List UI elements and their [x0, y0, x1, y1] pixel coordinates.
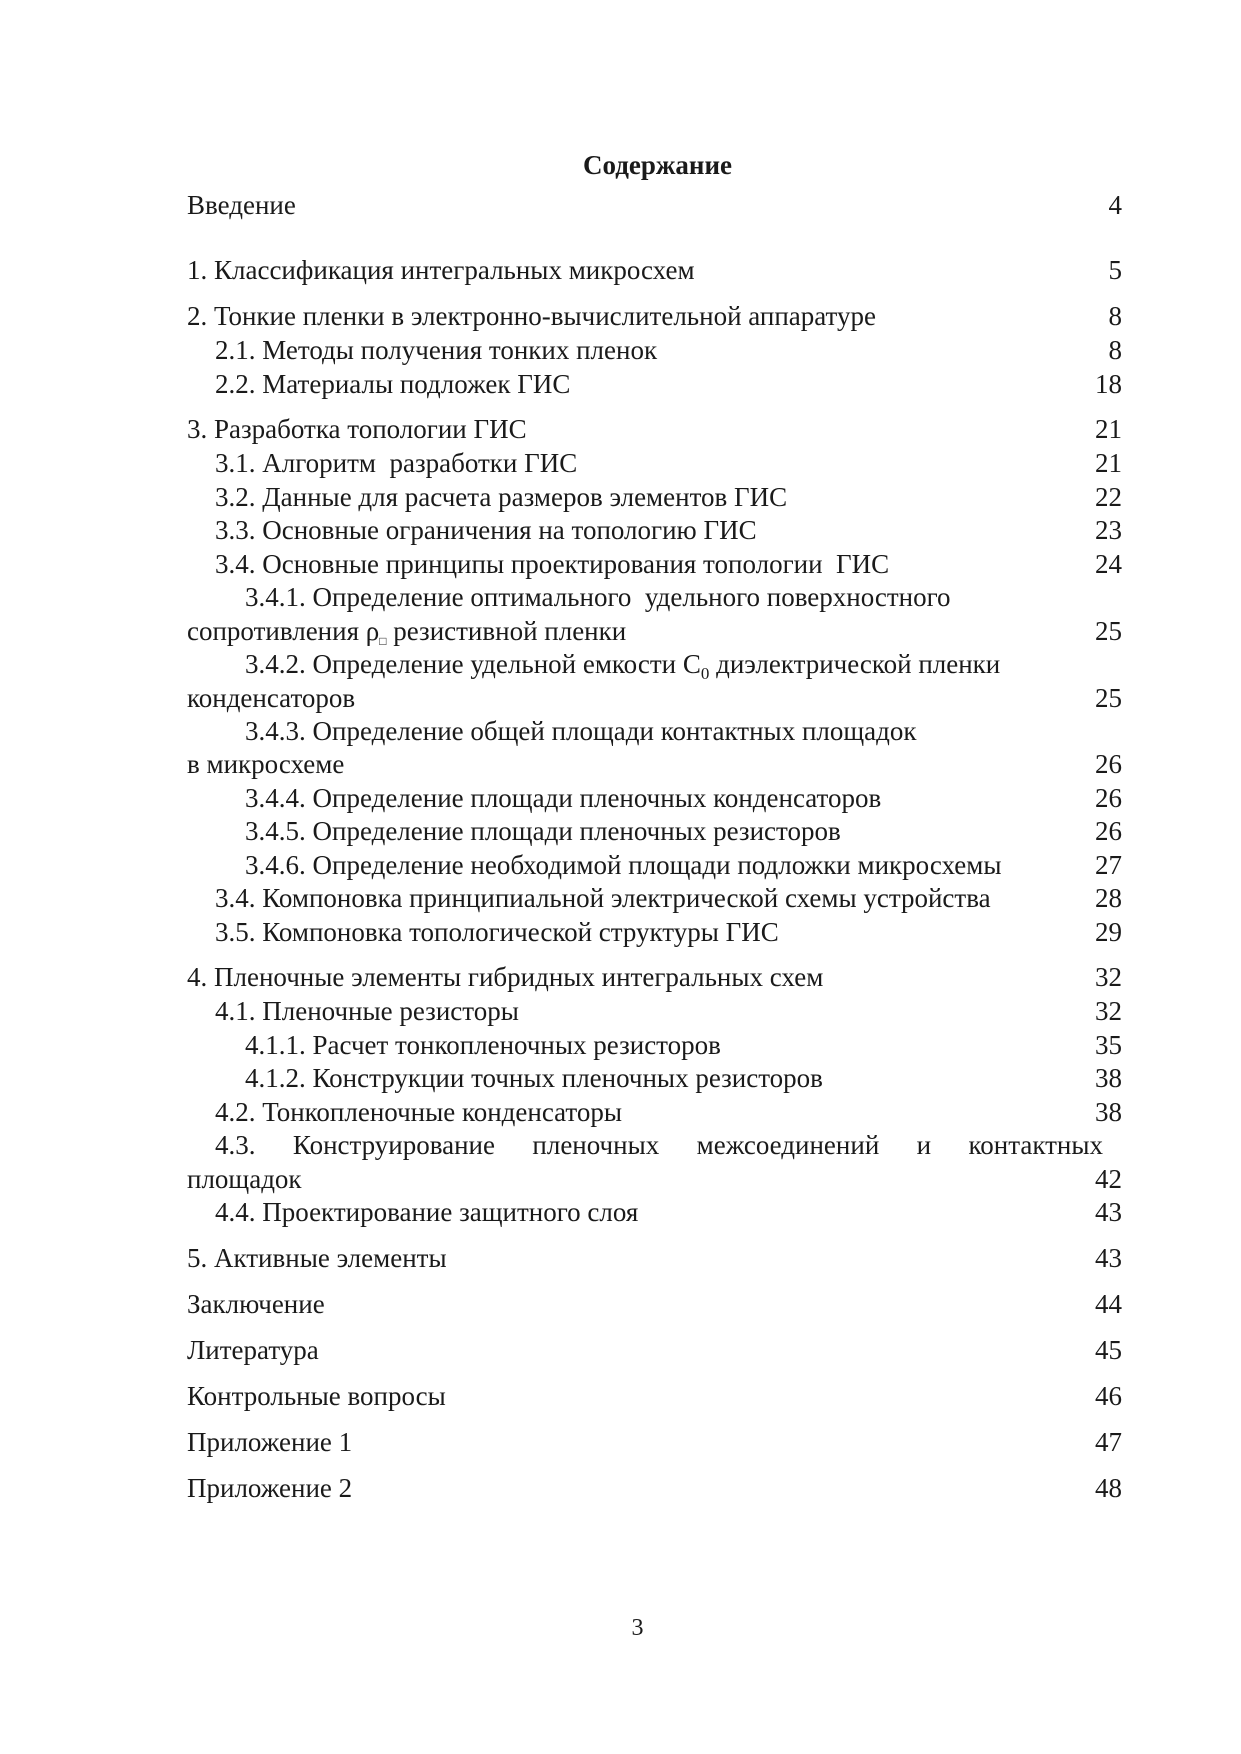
- toc-entry-3-1[interactable]: [187, 446, 1122, 480]
- toc-entry-title: 4.2. Тонкопленочные конденсаторы: [215, 1097, 623, 1127]
- toc-entry-title: 3.4.6. Определение необходимой площади подложки микросхемы: [245, 850, 1002, 880]
- toc-entry-title: 3.4. Основные принципы проектирования топологии ГИС: [215, 549, 890, 579]
- toc-entry-page: 21: [1095, 414, 1122, 444]
- toc-entry-literature[interactable]: [187, 1333, 1122, 1367]
- toc-entry-page: 25: [1095, 683, 1122, 713]
- page-number: 3: [631, 1615, 644, 1641]
- toc-entry-4-2[interactable]: [187, 1095, 1122, 1129]
- toc-entry-title: Заключение: [187, 1289, 325, 1319]
- toc-entry-title: 4.1.1. Расчет тонкопленочных резисторов: [245, 1030, 721, 1060]
- toc-entry-page: 38: [1095, 1097, 1122, 1127]
- toc-entry-title: 3.2. Данные для расчета размеров элементов ГИС: [215, 482, 788, 512]
- toc-entry-title: 3.4.5. Определение площади пленочных резисторов: [245, 816, 841, 846]
- toc-entry-page: 26: [1095, 749, 1122, 779]
- toc-entry-title: 3.1. Алгоритм разработки ГИС: [215, 448, 578, 478]
- toc-entry-title: 4.1.2. Конструкции точных пленочных резисторов: [245, 1063, 823, 1093]
- toc-entry-3-4-1-cont[interactable]: [187, 614, 1122, 648]
- toc-entry-page: 29: [1095, 917, 1122, 947]
- toc-entry-title: 2.2. Материалы подложек ГИС: [215, 369, 571, 399]
- toc-entry-3-5[interactable]: [187, 915, 1122, 949]
- toc-entry-chapter-5[interactable]: [187, 1241, 1122, 1275]
- toc-entry-page: 43: [1095, 1243, 1122, 1273]
- text-part: 3.4.2. Определение удельной емкости С: [245, 649, 701, 679]
- toc-entry-page: 22: [1095, 482, 1122, 512]
- toc-entry-title: 4.4. Проектирование защитного слоя: [215, 1197, 639, 1227]
- toc-entry-page: 28: [1095, 883, 1122, 913]
- toc-entry-page: 35: [1095, 1030, 1122, 1060]
- toc-entry-4-3-cont[interactable]: [187, 1162, 1122, 1196]
- toc-entry-3-2[interactable]: [187, 480, 1122, 514]
- toc-entry-title: Приложение 2: [187, 1473, 353, 1503]
- toc-entry-title-line2: конденсаторов: [187, 683, 356, 713]
- toc-entry-page: 32: [1095, 996, 1122, 1026]
- toc-entry-page: 26: [1095, 816, 1122, 846]
- toc-entry-chapter-3[interactable]: [187, 412, 1122, 446]
- toc-entry-title: Введение: [187, 190, 296, 220]
- page-title: Содержание: [582, 150, 733, 180]
- toc-entry-title: Приложение 1: [187, 1427, 353, 1457]
- toc-entry-3-4-3-cont[interactable]: [187, 747, 1122, 781]
- toc-entry-4-3[interactable]: [187, 1128, 1122, 1162]
- toc-entry-4-1[interactable]: [187, 994, 1122, 1028]
- toc-entry-title-line1: 3.4.1. Определение оптимального удельного поверхностного: [245, 582, 951, 612]
- toc-entry-3-4-2[interactable]: [187, 647, 1122, 681]
- toc-entry-page: 44: [1095, 1289, 1122, 1319]
- toc-entry-title-line1: [245, 647, 1000, 685]
- toc-entry-title-line1: 3.4.3. Определение общей площади контактных площадок: [245, 716, 917, 746]
- toc-entry-2-2[interactable]: [187, 367, 1122, 401]
- toc-entry-conclusion[interactable]: [187, 1287, 1122, 1321]
- toc-entry-page: 8: [1108, 335, 1122, 365]
- text-part: резистивной пленки: [386, 616, 627, 646]
- toc-entry-3-4-6[interactable]: [187, 848, 1122, 882]
- toc-entry-page: 38: [1095, 1063, 1122, 1093]
- toc-entry-page: 5: [1108, 255, 1122, 285]
- toc-entry-chapter-2[interactable]: [187, 299, 1122, 333]
- toc-entry-title-line2: площадок: [187, 1164, 302, 1194]
- toc-entry-title-line2: в микросхеме: [187, 749, 345, 779]
- toc-entry-3-4-3[interactable]: [187, 714, 1122, 748]
- toc-entry-title: 3.3. Основные ограничения на топологию ГИС: [215, 515, 757, 545]
- toc-entry-chapter-1[interactable]: [187, 253, 1122, 287]
- toc-entry-appendix-2[interactable]: [187, 1471, 1122, 1505]
- toc-entry-title: 3.5. Компоновка топологической структуры ГИС: [215, 917, 779, 947]
- toc-entry-page: 43: [1095, 1197, 1122, 1227]
- toc-entry-title: 4. Пленочные элементы гибридных интегральных схем: [187, 962, 824, 992]
- toc-entry-page: 47: [1095, 1427, 1122, 1457]
- toc-entry-3-4b[interactable]: [187, 881, 1122, 915]
- toc-entry-3-4[interactable]: [187, 547, 1122, 581]
- toc-entry-page: 25: [1095, 616, 1122, 646]
- toc-entry-questions[interactable]: [187, 1379, 1122, 1413]
- toc-entry-title: Контрольные вопросы: [187, 1381, 446, 1411]
- subscript: 0: [700, 664, 710, 683]
- toc-entry-3-4-5[interactable]: [187, 814, 1122, 848]
- toc-entry-appendix-1[interactable]: [187, 1425, 1122, 1459]
- toc-entry-3-4-2-cont[interactable]: [187, 681, 1122, 715]
- toc-entry-page: 45: [1095, 1335, 1122, 1365]
- toc-entry-title: 2.1. Методы получения тонких пленок: [215, 335, 658, 365]
- toc-entry-page: 4: [1108, 190, 1122, 220]
- toc-entry-title: 1. Классификация интегральных микросхем: [187, 255, 695, 285]
- toc-entry-3-3[interactable]: [187, 513, 1122, 547]
- toc-entry-page: 32: [1095, 962, 1122, 992]
- toc-entry-4-4[interactable]: [187, 1195, 1122, 1229]
- sheet-symbol: □: [379, 634, 387, 648]
- toc-entry-title: 5. Активные элементы: [187, 1243, 447, 1273]
- toc-entry-page: 21: [1095, 448, 1122, 478]
- toc-entry-page: 46: [1095, 1381, 1122, 1411]
- toc-entry-page: 42: [1095, 1164, 1122, 1194]
- toc-entry-4-1-2[interactable]: [187, 1061, 1122, 1095]
- toc-entry-title: 3.4. Компоновка принципиальной электрической схемы устройства: [215, 883, 991, 913]
- toc-entry-page: 27: [1095, 850, 1122, 880]
- toc-entry-3-4-4[interactable]: [187, 781, 1122, 815]
- toc-entry-page: 48: [1095, 1473, 1122, 1503]
- toc-entry-intro[interactable]: [187, 188, 1122, 222]
- toc-entry-4-1-1[interactable]: [187, 1028, 1122, 1062]
- toc-entry-title: 4.1. Пленочные резисторы: [215, 996, 519, 1026]
- text-part: сопротивления ρ: [187, 616, 380, 646]
- toc-entry-title: 3. Разработка топологии ГИС: [187, 414, 527, 444]
- toc-entry-page: 24: [1095, 549, 1122, 579]
- toc-entry-page: 18: [1095, 369, 1122, 399]
- toc-entry-title: 2. Тонкие пленки в электронно-вычислительной аппаратуре: [187, 301, 876, 331]
- toc-entry-title: 3.4.4. Определение площади пленочных конденсаторов: [245, 783, 882, 813]
- toc-entry-page: 26: [1095, 783, 1122, 813]
- text-part: диэлектрической пленки: [709, 649, 1001, 679]
- toc-entry-2-1[interactable]: [187, 333, 1122, 367]
- toc-entry-page: 8: [1108, 301, 1122, 331]
- toc-entry-title: Литература: [187, 1335, 319, 1365]
- toc-entry-chapter-4[interactable]: [187, 960, 1122, 994]
- toc-entry-title-line1: 4.3. Конструирование пленочных межсоединений и контактных: [215, 1130, 1103, 1160]
- toc-entry-3-4-1[interactable]: [187, 580, 1122, 614]
- toc-entry-page: 23: [1095, 515, 1122, 545]
